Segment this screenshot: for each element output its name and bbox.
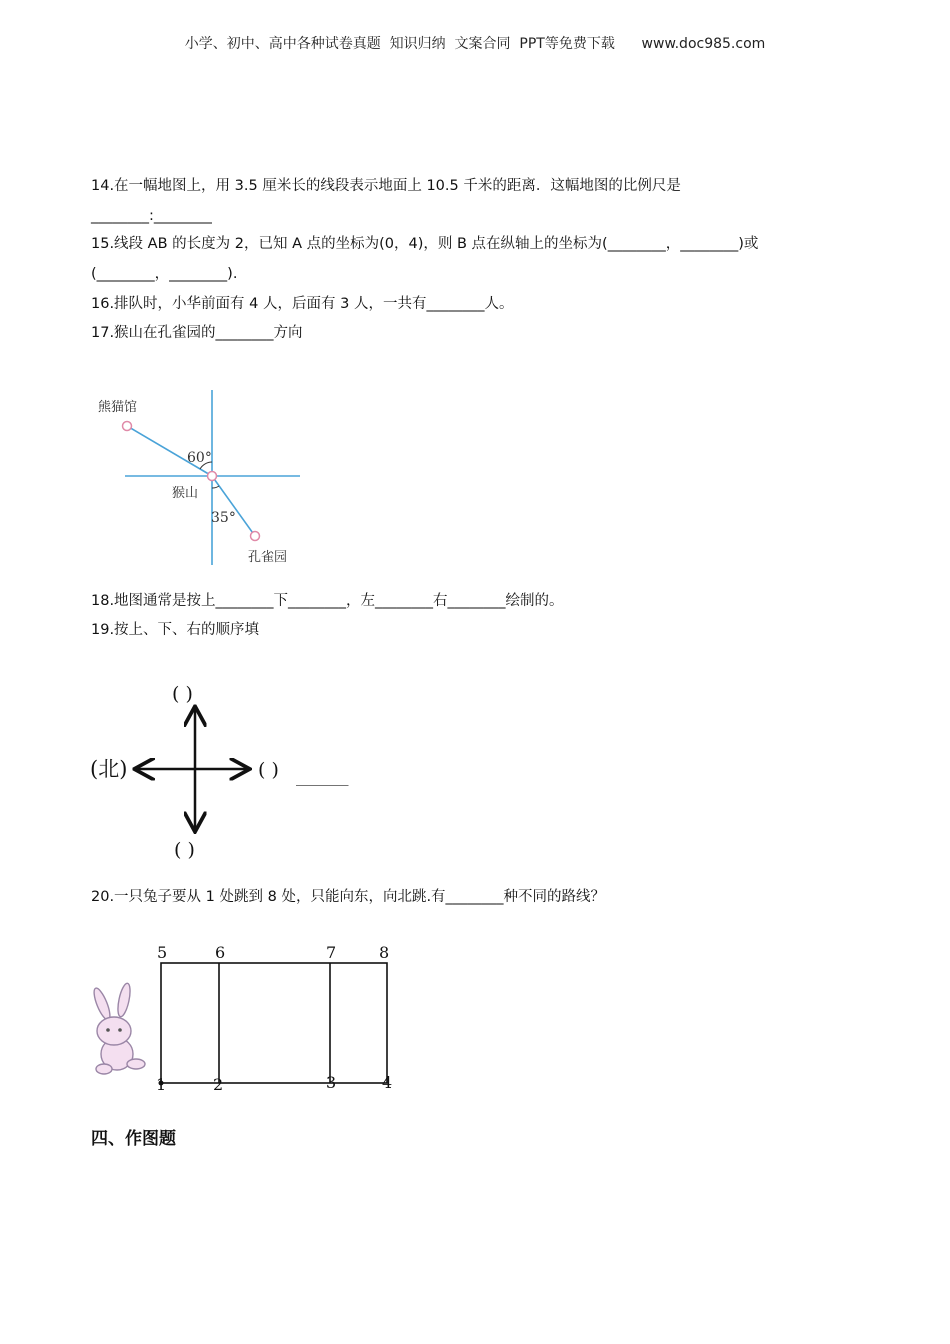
rabbit-illustration [91, 982, 145, 1074]
question-19: 19.按上、下、右的顺序填 [91, 622, 260, 638]
monkey-point [208, 472, 217, 481]
route-grid-outline [161, 963, 387, 1083]
panda-point [123, 422, 132, 431]
figure-20-grid [90, 938, 400, 1098]
label-monkey: 猴山 [172, 486, 199, 501]
label-8: 8 [379, 943, 390, 962]
peacock-point [251, 532, 260, 541]
label-1: 1 [156, 1075, 167, 1094]
question-17: 17.猴山在孔雀园的________方向 [91, 325, 303, 341]
question-15-line1: 15.线段 AB 的长度为 2，已知 A 点的坐标为(0，4)，则 B 点在纵轴上的坐标为(________，________)或 [91, 236, 759, 252]
section-title: 四、作图题 [91, 1129, 176, 1149]
question-18: 18.地图通常是按上________下________，左________右________绘制的。 [91, 593, 564, 609]
question-16: 16.排队时，小华前面有 4 人，后面有 3 人，一共有________人。 [91, 296, 514, 312]
line-to-peacock [212, 476, 255, 536]
label-angle-60: 60° [187, 450, 212, 466]
question-20: 20.一只兔子要从 1 处跳到 8 处，只能向东，向北跳.有________种不同的路线？ [91, 889, 606, 905]
label-6: 6 [215, 943, 226, 962]
question-14-line1: 14.在一幅地图上，用 3.5 厘米长的线段表示地面上 10.5 千米的距离．这幅地图的比例尺是 [91, 178, 681, 194]
label-7: 7 [326, 943, 337, 962]
label-angle-35: 35° [211, 510, 236, 526]
label-left-north: (北) [90, 757, 128, 781]
question-14-line2: ________:________ [91, 208, 212, 224]
label-peacock: 孔雀园 [248, 550, 288, 565]
question-15-line2: (________，________). [91, 266, 238, 282]
label-panda: 熊猫馆 [98, 400, 138, 415]
page-header: 小学、初中、高中各种试卷真题 知识归纳 文案合同 PPT等免费下载 www.doc985.com [184, 36, 766, 52]
label-5: 5 [157, 943, 168, 962]
label-3: 3 [326, 1073, 337, 1092]
figure-19-compass [90, 678, 380, 868]
label-top-blank: ( ) [172, 683, 193, 705]
figure-17-map [90, 385, 310, 570]
label-right-blank: ( ) [258, 759, 279, 781]
label-2: 2 [213, 1075, 224, 1094]
label-bottom-blank: ( ) [174, 839, 195, 861]
answer-blank: _______ [296, 768, 349, 786]
angle-arc-35 [212, 486, 219, 488]
label-4: 4 [382, 1073, 393, 1092]
